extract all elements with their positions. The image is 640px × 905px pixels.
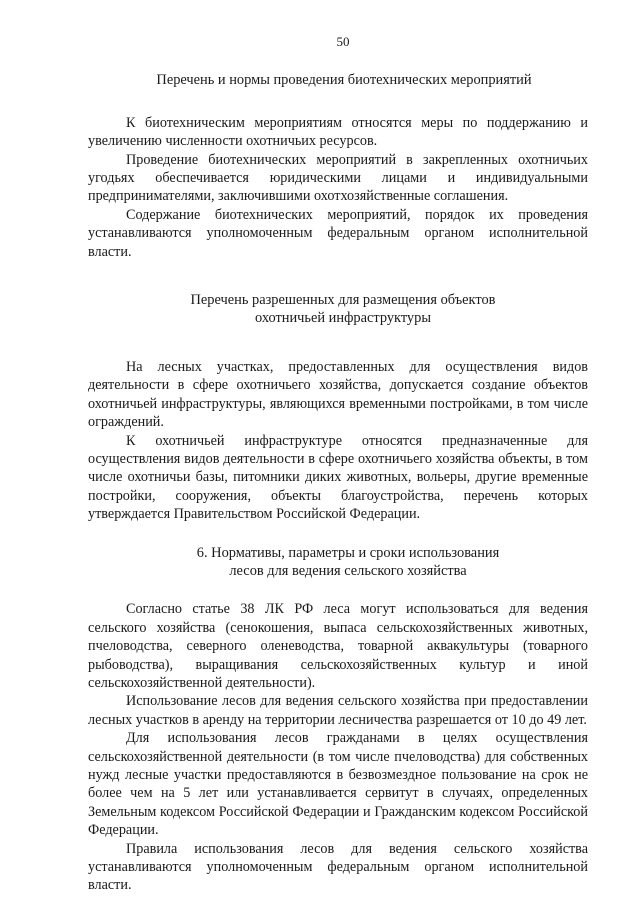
page-number: 50: [336, 34, 350, 49]
section-heading-biotechnical: Перечень и нормы проведения биотехнических мероприятий: [156, 72, 532, 89]
paragraph: Правила использования лесов для ведения сельского хозяйства устанавливаются уполномоченным федеральным органом исполнительной власти.: [88, 840, 588, 894]
paragraph: Для использования лесов гражданами в целях осуществления сельскохозяйственной деятельности (в том числе пчеловодства) для собственных нужд лесные участки предоставляются в безвозмездное пользование на срок не более чем на 5 лет или устанавливается сервитут в случаях, определенных Земельным кодексом Российской Федерации и Гражданским кодексом Российской Федерации.: [88, 730, 588, 839]
heading-line: Перечень разрешенных для размещения объектов: [190, 292, 496, 309]
paragraph: Содержание биотехнических мероприятий, порядок их проведения устанавливаются уполномоченным федеральным органом исполнительной власти.: [88, 206, 588, 260]
document-page: [88, 33, 588, 895]
heading-line: охотничьей инфраструктуры: [255, 310, 431, 327]
heading-line: 6. Нормативы, параметры и сроки использования: [196, 544, 500, 561]
paragraph: На лесных участках, предоставленных для осуществления видов деятельности в сфере охотничьего хозяйства, допускается создание объектов охотничьей инфраструктуры, являющихся временными постройками, в том числе ограждений.: [88, 358, 588, 431]
paragraph: Использование лесов для ведения сельского хозяйства при предоставлении лесных участков в аренду на территории лесничества разрешается от 10 до 49 лет.: [88, 693, 588, 728]
paragraph: К биотехническим мероприятиям относятся меры по поддержанию и увеличению численности охотничьих ресурсов.: [88, 114, 588, 150]
paragraph: Согласно статье 38 ЛК РФ леса могут использоваться для ведения сельского хозяйства (сенокошения, выпаса сельскохозяйственных животных, пчеловодства, северного оленеводства, товарной аквакультуры (товарного рыбоводства), выращивания сельскохозяйственных культур и иной сельскохозяйственной деятельности).: [88, 601, 588, 691]
section-heading-infrastructure: [88, 291, 588, 328]
paragraph: Проведение биотехнических мероприятий в закрепленных охотничьих угодьях обеспечивается юридическими лицами и индивидуальными предпринимателями, заключившими охотхозяйственные соглашения.: [88, 151, 588, 205]
section-heading-agriculture: [88, 544, 588, 581]
paragraph: К охотничьей инфраструктуре относятся предназначенные для осуществления видов деятельности в сфере охотничьего хозяйства объекты, в том числе охотничьи базы, питомники диких животных, вольеры, другие временные постройки, сооружения, объекты благоустройства, перечень которых утверждается Правительством Российской Федерации.: [88, 432, 588, 523]
heading-line: лесов для ведения сельского хозяйства: [229, 562, 467, 579]
